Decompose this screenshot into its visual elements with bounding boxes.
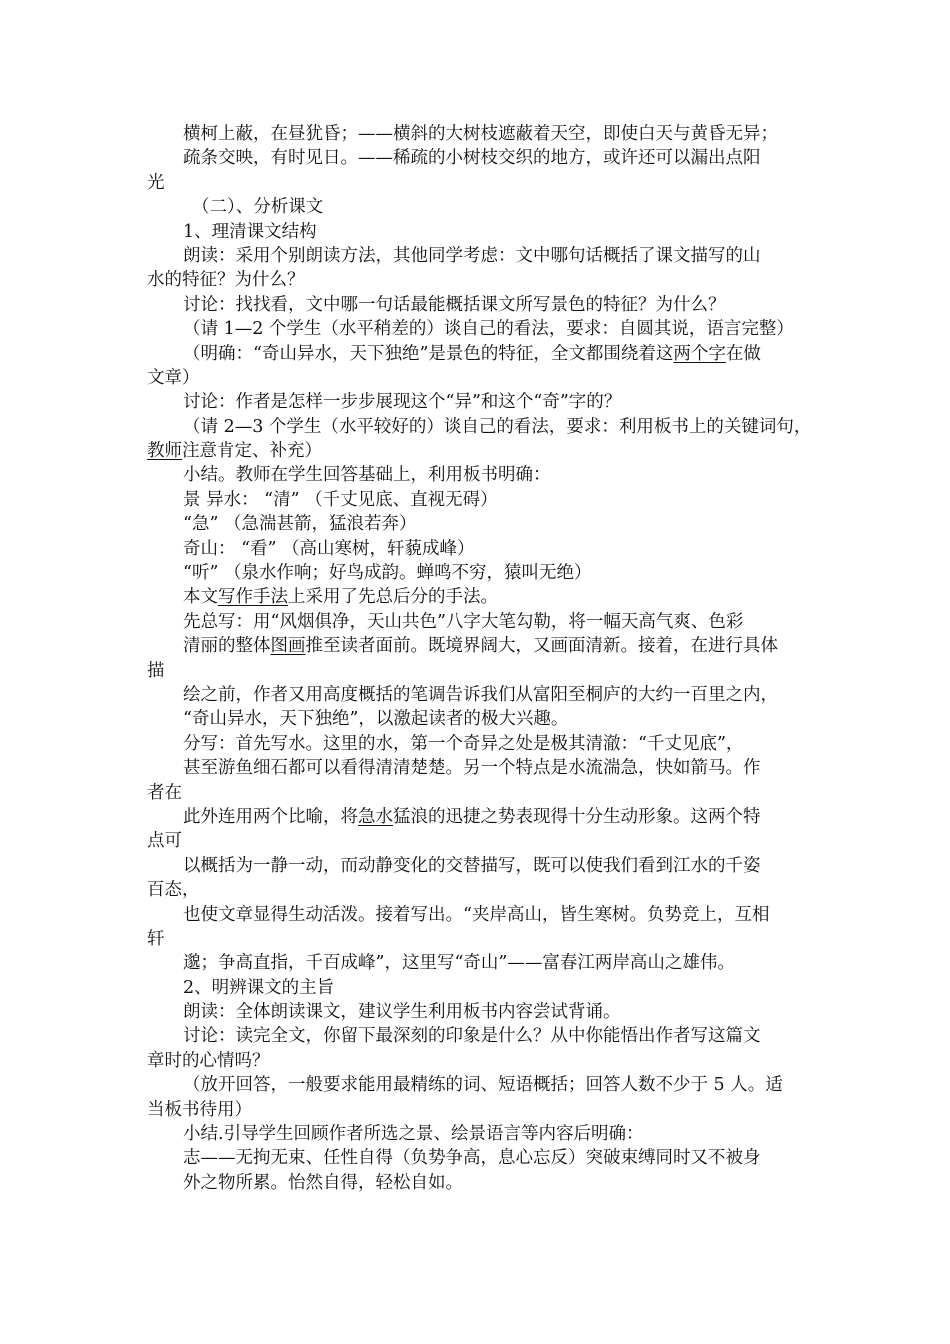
text-line bbox=[147, 122, 812, 146]
text-segment: 朗读：采用个别朗读方法，其他同学考虑：文中哪句话概括了课文描写的山 bbox=[183, 245, 761, 266]
underlined-term: 教师 bbox=[147, 441, 182, 462]
text-segment: 志——无拘无束、任性自得（负势争高，息心忘反）突破束缚同时又不被身 bbox=[183, 1148, 761, 1169]
text-line bbox=[147, 366, 812, 390]
text-line bbox=[147, 829, 812, 853]
text-segment: 也使文章显得生动活泼。接着写出。“夹岸高山，皆生寒树。负势竞上，互相 bbox=[183, 904, 770, 925]
text-line bbox=[147, 927, 812, 951]
text-line bbox=[147, 951, 812, 975]
text-segment: 在做 bbox=[725, 343, 761, 364]
text-line bbox=[147, 805, 812, 829]
text-line bbox=[147, 390, 812, 414]
text-segment: 轩 bbox=[147, 928, 165, 949]
text-segment: （明确：“奇山异水，天下独绝”是景色的特征，全文都围绕着这 bbox=[183, 343, 674, 364]
text-line bbox=[147, 537, 812, 561]
document-body bbox=[147, 122, 812, 1195]
text-segment: （二）、分析课文 bbox=[192, 197, 324, 218]
text-segment: 横柯上蔽，在昼犹昏；——横斜的大树枝遮蔽着天空，即使白天与黄昏无异； bbox=[183, 124, 778, 144]
text-segment: 推至读者面前。既境界阔大，又画面清新。接着，在进行具体 bbox=[305, 636, 778, 657]
text-segment: 小结。教师在学生回答基础上，利用板书明确： bbox=[183, 465, 551, 486]
text-segment: 当板书待用） bbox=[147, 1099, 252, 1120]
text-line bbox=[147, 634, 812, 658]
underlined-term: 急水 bbox=[358, 806, 393, 827]
text-line bbox=[147, 585, 812, 609]
text-segment: 百态， bbox=[147, 880, 200, 901]
text-segment: 朗读：全体朗读课文，建议学生利用板书内容尝试背诵。 bbox=[183, 1002, 621, 1023]
text-line bbox=[147, 854, 812, 878]
text-line bbox=[147, 171, 812, 195]
text-line bbox=[147, 1049, 812, 1073]
text-line bbox=[147, 732, 812, 756]
text-segment: 上采用了先总后分的手法。 bbox=[288, 587, 498, 608]
text-segment: 景 异水： “清” （千丈见底、直视无碍） bbox=[183, 489, 498, 510]
text-line bbox=[147, 1122, 812, 1146]
text-line bbox=[147, 1073, 812, 1097]
text-segment: 本文 bbox=[183, 587, 218, 608]
text-line bbox=[147, 756, 812, 780]
text-line bbox=[147, 293, 812, 317]
text-line bbox=[147, 415, 812, 439]
text-segment: 描 bbox=[147, 660, 165, 681]
text-line bbox=[147, 512, 812, 536]
text-segment: 分写：首先写水。这里的水，第一个奇异之处是极其清澈：“千丈见底”， bbox=[183, 733, 744, 754]
text-segment: 奇山： “看” （高山寒树，轩藐成峰） bbox=[183, 538, 475, 559]
text-line bbox=[147, 1171, 812, 1195]
text-line bbox=[147, 342, 812, 366]
text-segment: 讨论：作者是怎样一步步展现这个“异”和这个“奇”字的？ bbox=[183, 392, 622, 413]
text-line bbox=[147, 976, 812, 1000]
text-segment: （请 1—2 个学生（水平稍差的）谈自己的看法，要求：自圆其说，语言完整） bbox=[183, 319, 794, 340]
text-line bbox=[147, 610, 812, 634]
text-line bbox=[147, 317, 812, 341]
text-segment: 点可 bbox=[147, 831, 182, 852]
text-line bbox=[147, 146, 812, 170]
text-segment: 疏条交映，有时见日。——稀疏的小树枝交织的地方，或许还可以漏出点阳 bbox=[183, 148, 761, 169]
text-line bbox=[147, 561, 812, 585]
text-segment: 水的特征？为什么？ bbox=[147, 270, 305, 291]
text-segment: “急” （急湍甚箭，猛浪若奔） bbox=[183, 514, 417, 535]
text-line bbox=[147, 1146, 812, 1170]
text-segment: （放开回答，一般要求能用最精练的词、短语概括；回答人数不少于 5 人。适 bbox=[183, 1075, 783, 1096]
text-line bbox=[147, 220, 812, 244]
text-segment: 1、理清课文结构 bbox=[183, 221, 317, 242]
text-line bbox=[147, 1024, 812, 1048]
text-segment: （请 2—3 个学生（水平较好的）谈自己的看法，要求：利用板书上的关键词句， bbox=[183, 416, 812, 437]
text-line bbox=[147, 244, 812, 268]
text-segment: “奇山异水，天下独绝”，以激起读者的极大兴趣。 bbox=[183, 709, 569, 730]
text-line bbox=[147, 903, 812, 927]
text-segment: 先总写：用“风烟俱净，天山共色”八字大笔勾勒，将一幅天高气爽、色彩 bbox=[183, 611, 744, 632]
text-line bbox=[147, 268, 812, 292]
text-line bbox=[147, 488, 812, 512]
text-segment: 甚至游鱼细石都可以看得清清楚楚。另一个特点是水流湍急，快如箭马。作 bbox=[183, 758, 761, 779]
text-segment: 光 bbox=[147, 172, 165, 193]
text-segment: 者在 bbox=[147, 782, 182, 803]
text-line bbox=[147, 781, 812, 805]
text-line bbox=[147, 878, 812, 902]
text-line bbox=[147, 463, 812, 487]
text-segment: 此外连用两个比喻，将 bbox=[183, 806, 358, 827]
text-segment: 猛浪的迅捷之势表现得十分生动形象。这两个特 bbox=[393, 806, 761, 827]
text-segment: 注意肯定、补充） bbox=[182, 441, 322, 462]
text-segment: 小结.引导学生回顾作者所选之景、绘景语言等内容后明确： bbox=[183, 1124, 644, 1145]
text-segment: 章时的心情吗？ bbox=[147, 1050, 270, 1071]
text-segment: 以概括为一静一动，而动静变化的交替描写，既可以使我们看到江水的千姿 bbox=[183, 855, 761, 876]
underlined-term: 图画 bbox=[270, 636, 306, 657]
underlined-term: 写作手法 bbox=[218, 587, 288, 608]
text-line bbox=[147, 1098, 812, 1122]
underlined-term: 两个字 bbox=[673, 343, 726, 364]
text-segment: 绘之前，作者又用高度概括的笔调告诉我们从富阳至桐庐的大约一百里之内， bbox=[183, 684, 778, 705]
text-line bbox=[147, 707, 812, 731]
text-segment: 2、明辨课文的主旨 bbox=[183, 977, 335, 998]
text-segment: 邈；争高直指，千百成峰”，这里写“奇山”——富春江两岸高山之雄伟。 bbox=[183, 953, 735, 974]
text-segment: 文章） bbox=[147, 367, 200, 388]
text-segment: “听” （泉水作响；好鸟成韵。蝉鸣不穷，猿叫无绝） bbox=[183, 563, 592, 584]
text-segment: 外之物所累。怡然自得，轻松自如。 bbox=[183, 1172, 463, 1193]
text-line bbox=[147, 195, 812, 219]
text-line bbox=[147, 1000, 812, 1024]
text-line bbox=[147, 439, 812, 463]
text-line bbox=[147, 683, 812, 707]
text-segment: 清丽的整体 bbox=[183, 636, 271, 657]
text-segment: 讨论：找找看，文中哪一句话最能概括课文所写景色的特征？为什么？ bbox=[183, 294, 726, 315]
text-segment: 讨论：读完全文，你留下最深刻的印象是什么？从中你能悟出作者写这篇文 bbox=[183, 1026, 761, 1047]
text-line bbox=[147, 659, 812, 683]
